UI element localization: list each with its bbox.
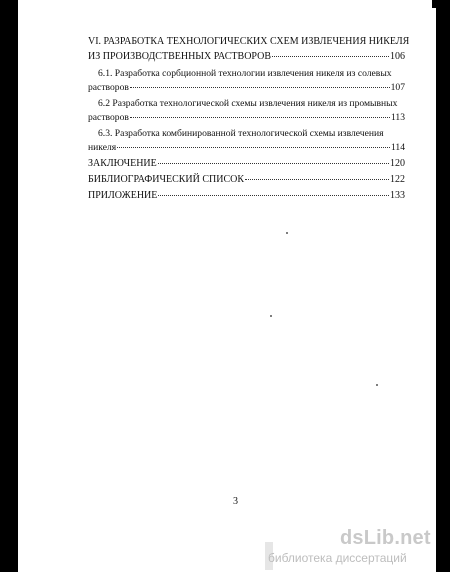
dot-leader: [117, 147, 390, 148]
toc-entry-item61[interactable]: [88, 82, 405, 94]
toc-appendix-title: ПРИЛОЖЕНИЕ: [88, 190, 158, 201]
toc-entry-item63[interactable]: [88, 142, 405, 154]
toc-section6-title-line2: ИЗ ПРОИЗВОДСТВЕННЫХ РАСТВОРОВ: [88, 51, 271, 62]
watermark-subtitle: библиотека диссертаций: [268, 551, 407, 565]
toc-entry-bibliography[interactable]: [88, 174, 405, 186]
scan-speck: [376, 384, 378, 386]
toc-conclusion-page: 120: [390, 158, 405, 169]
toc-item62-line1: 6.2 Разработка технологической схемы извлечения никеля из промывных: [98, 98, 398, 109]
toc-item61-line1: 6.1. Разработка сорбционной технологии извлечения никеля из солевых: [98, 68, 392, 79]
document-page: [24, 0, 432, 572]
page-number: 3: [233, 496, 238, 507]
toc-entry-conclusion[interactable]: [88, 158, 405, 170]
toc-item63-line1: 6.3. Разработка комбинированной технологической схемы извлечения: [98, 128, 384, 139]
dot-leader: [272, 56, 389, 57]
scan-border-left: [0, 0, 18, 572]
scan-speck: [286, 232, 288, 234]
dot-leader: [130, 87, 390, 88]
toc-appendix-page: 133: [390, 190, 405, 201]
scan-speck: [270, 315, 272, 317]
toc-item63-line2: никеля: [88, 142, 117, 153]
toc-bibliography-title: БИБЛИОГРАФИЧЕСКИЙ СПИСОК: [88, 174, 245, 185]
dot-leader: [158, 195, 389, 196]
toc-item61-page: 107: [390, 82, 405, 93]
toc-conclusion-title: ЗАКЛЮЧЕНИЕ: [88, 158, 157, 169]
toc-item62-line2: растворов: [88, 112, 129, 123]
toc-entry-section6[interactable]: [88, 51, 405, 63]
toc-entry-item62[interactable]: [88, 112, 405, 124]
toc-item62-page: 113: [390, 112, 405, 123]
dot-leader: [130, 117, 390, 118]
dot-leader: [245, 179, 389, 180]
toc-entry-appendix[interactable]: [88, 190, 405, 202]
toc-section6-page: 106: [390, 51, 405, 62]
watermark-logo: dsLib.net: [340, 527, 431, 549]
toc-section6-title-line1: VI. РАЗРАБОТКА ТЕХНОЛОГИЧЕСКИХ СХЕМ ИЗВЛЕЧЕНИЯ НИКЕЛЯ: [88, 36, 410, 47]
scan-border-right: [436, 0, 450, 572]
toc-bibliography-page: 122: [390, 174, 405, 185]
toc-item61-line2: растворов: [88, 82, 129, 93]
dot-leader: [158, 163, 389, 164]
toc-item63-page: 114: [390, 142, 405, 153]
